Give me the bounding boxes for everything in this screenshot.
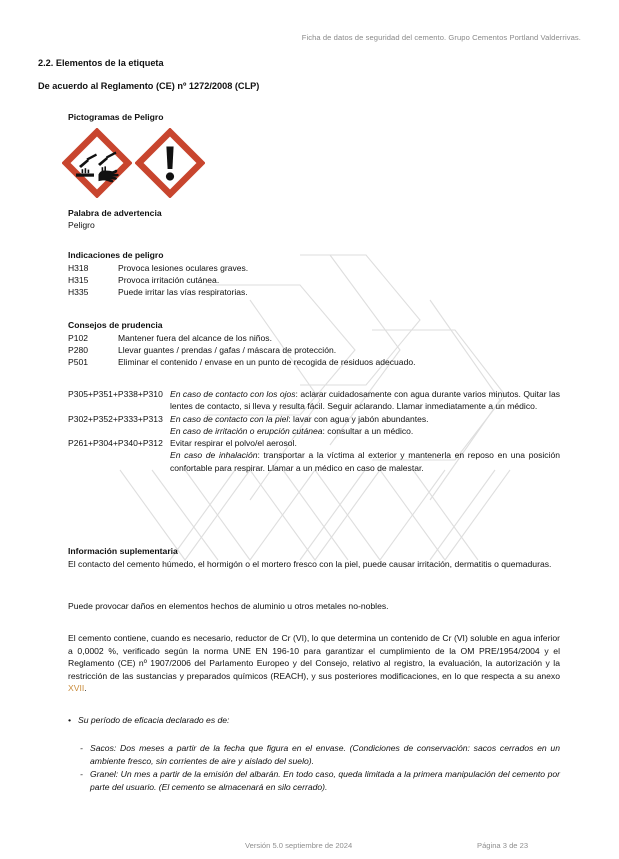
ghs07-exclamation-pictogram [135, 128, 205, 198]
precaution-text: Llevar guantes / prendas / gafas / máscara de protección. [118, 345, 337, 356]
table-row [68, 344, 528, 356]
precaution-code: P261+P304+P340+P312 [68, 438, 163, 449]
precaution-text: Mantener fuera del alcance de los niños. [118, 333, 272, 343]
precaution-text [170, 388, 560, 413]
footer-version: Versión 5.0 septiembre de 2024 [245, 841, 353, 850]
regulation-reference: De acuerdo al Reglamento (CE) nº 1272/2008 (CLP) [38, 81, 260, 91]
supplementary-paragraph-1: El contacto del cemento húmedo, el hormigón o el mortero fresco con la piel, puede causar irritación, dermatitis o quemaduras. [68, 559, 552, 569]
dash-mark: - [80, 769, 83, 779]
pictograms-label: Pictogramas de Peligro [68, 112, 164, 122]
precaution-body: : aclarar cuidadosamente con agua durante varios minutos. Quitar las lentes de contacto, si lleva y resulta fácil. Seguir aclarando. Llamar inmediatamente a un médico. [170, 389, 560, 412]
hazard-text: Puede irritar las vías respiratorias. [118, 287, 248, 298]
precautionary-statements-label: Consejos de prudencia [68, 320, 163, 330]
signal-word-value: Peligro [68, 220, 95, 230]
table-row [68, 356, 528, 368]
precaution-lead-italic: En caso de contacto con los ojos [170, 389, 296, 399]
hazard-text: Provoca lesiones oculares graves. [118, 263, 249, 273]
section-title: 2.2. Elementos de la etiqueta [38, 58, 164, 68]
footer-page-number: Página 3 de 23 [477, 841, 529, 850]
precaution-body: : lavar con agua y jabón abundantes. [288, 413, 429, 424]
validity-item-sacos [80, 742, 560, 767]
hazard-code: H318 [68, 263, 89, 273]
validity-bullet-text: Su período de eficacia declarado es de: [78, 715, 230, 725]
precaution-code: P280 [68, 345, 88, 356]
table-row [68, 388, 560, 413]
annex-reference: XVII [68, 683, 85, 694]
precautionary-simple-table [68, 332, 528, 369]
hazard-statements-label: Indicaciones de peligro [68, 250, 164, 260]
hazard-code: H335 [68, 287, 89, 298]
precaution-lead-italic: En caso de contacto con la piel [170, 413, 289, 424]
precaution-code: P305+P351+P338+P310 [68, 389, 163, 399]
precaution-code: P501 [68, 357, 88, 368]
supplementary-paragraph-2: Puede provocar daños en elementos hechos de aluminio u otros metales no-nobles. [68, 601, 389, 611]
hazard-statements-table [68, 262, 488, 299]
table-row [68, 332, 528, 344]
precautionary-combined-table [68, 388, 560, 474]
hazard-code: H315 [68, 275, 89, 286]
precaution-second-italic: En caso de inhalación [170, 450, 258, 461]
precaution-second-body: : consultar a un médico. [322, 425, 414, 436]
table-row [68, 286, 488, 298]
supplementary-paragraph-3 [68, 632, 560, 695]
validity-item-text: Sacos: Dos meses a partir de la fecha que figura en el envase. (Condiciones de conservación: sacos cerrados en un ambiente fresco, sin corrientes de aire y aislado del suelo). [90, 743, 560, 766]
precaution-second-body: : transportar a la víctima al exterior y mantenerla en reposo en una posición confortable para respirar. Llamar a un médico en caso de malestar. [170, 450, 560, 473]
signal-word-label: Palabra de advertencia [68, 208, 162, 218]
table-row [68, 274, 488, 286]
supplementary-paragraph-3-end: . [84, 683, 87, 694]
validity-item-granel [80, 768, 560, 793]
supplementary-paragraph-3-text: El cemento contiene, cuando es necesario, reductor de Cr (VI), lo que determina un contenido de Cr (VI) soluble en agua inferior a 0,0002 %, verificado según la norma UNE EN 196-10 para garantizar el cumplimiento de la OM PRE/1954/2004 y el Reglamento (CE) nº 1907/2006 del Parlamento Europeo y del Consejo, relativo al registro, la evaluación, la autorización y la restricción de las sustancias y preparados químicos (REACH), y sus posteriores modificaciones, en lo que respecta a su anexo [68, 633, 560, 681]
hazard-text: Provoca irritación cutánea. [118, 275, 220, 286]
precaution-text [170, 437, 560, 474]
supplementary-label: Información suplementaria [68, 546, 178, 556]
ghs05-corrosion-pictogram [62, 128, 132, 198]
pictogram-group [62, 128, 205, 198]
precaution-body: Evitar respirar el polvo/el aerosol. [170, 438, 297, 449]
table-row [68, 262, 488, 274]
precaution-code: P302+P352+P333+P313 [68, 413, 163, 424]
validity-item-text: Granel: Un mes a partir de la emisión del albarán. En todo caso, queda limitada a la primera manipulación del cemento por parte del usuario. (El cemento se almacenará en silo cerrado). [90, 769, 560, 792]
table-row [68, 413, 560, 438]
validity-bullet [68, 714, 560, 727]
document-header-note: Ficha de datos de seguridad del cemento. Grupo Cementos Portland Valderrivas. [301, 33, 581, 42]
precaution-second-italic: En caso de irritación o erupción cutánea [170, 425, 323, 436]
precaution-text: Eliminar el contenido / envase en un punto de recogida de residuos adecuado. [118, 357, 416, 368]
precaution-code: P102 [68, 333, 88, 343]
precaution-text [170, 413, 560, 438]
bullet-mark: • [68, 715, 72, 725]
dash-mark: - [80, 743, 83, 753]
table-row [68, 437, 560, 474]
